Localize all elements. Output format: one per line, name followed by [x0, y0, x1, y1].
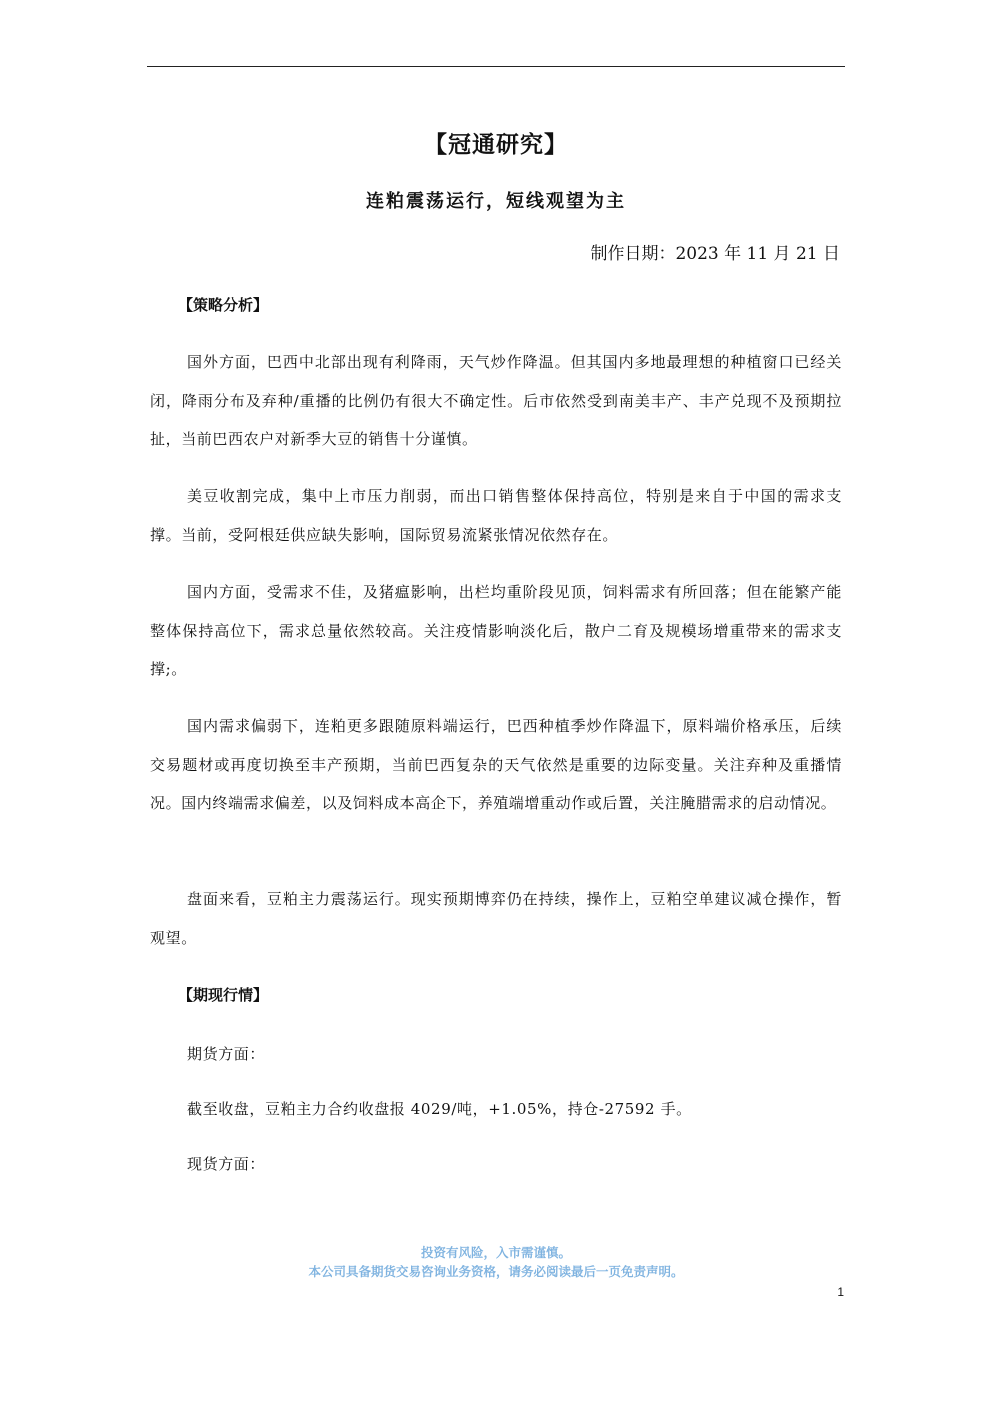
document-title: 连粕震荡运行，短线观望为主 — [366, 191, 626, 212]
risk-notice: 投资有风险，入市需谨慎。 — [420, 1245, 571, 1260]
spot-label: 现货方面： — [187, 1155, 266, 1173]
market-section-heading: 【期现行情】 — [178, 986, 269, 1004]
production-date: 制作日期：2023 年 11 月 21 日 — [590, 244, 840, 264]
futures-close-text: 截至收盘，豆粕主力合约收盘报 4029/吨，+1.05%，持仓-27592 手。 — [187, 1100, 692, 1118]
strategy-section-heading: 【策略分析】 — [178, 296, 269, 314]
footer-disclaimer — [0, 1243, 992, 1281]
paragraph-domestic-demand: 国内需求偏弱下，连粕更多跟随原料端运行，巴西种植季炒作降温下，原料端价格承压，后续交易题材或再度切换至丰产预期，当前巴西复杂的天气依然是重要的边际变量。关注弃种及重播情况。国内终端需求偏差，以及饲料成本高企下，养殖端增重动作或后置，关注腌腊需求的启动情况。 — [150, 717, 842, 812]
org-title: 【冠通研究】 — [424, 132, 568, 158]
qualification-notice: 本公司具备期货交易咨询业务资格，请务必阅读最后一页免责声明。 — [308, 1264, 684, 1279]
header-rule — [147, 66, 845, 67]
paragraph-us-soybean: 美豆收割完成，集中上市压力削弱，而出口销售整体保持高位，特别是来自于中国的需求支撑。当前，受阿根廷供应缺失影响，国际贸易流紧张情况依然存在。 — [150, 487, 842, 544]
paragraph-domestic: 国内方面，受需求不佳，及猪瘟影响，出栏均重阶段见顶，饲料需求有所回落；但在能繁产能整体保持高位下，需求总量依然较高。关注疫情影响淡化后，散户二育及规模场增重带来的需求支撑;。 — [150, 583, 842, 678]
futures-label: 期货方面： — [187, 1045, 266, 1063]
paragraph-overseas: 国外方面，巴西中北部出现有利降雨，天气炒作降温。但其国内多地最理想的种植窗口已经关闭，降雨分布及弃种/重播的比例仍有很大不确定性。后市依然受到南美丰产、丰产兑现不及预期拉扯，当前巴西农户对新季大豆的销售十分谨慎。 — [150, 353, 842, 448]
paragraph-market-view: 盘面来看，豆粕主力震荡运行。现实预期博弈仍在持续，操作上，豆粕空单建议减仓操作，暂观望。 — [150, 890, 842, 947]
page-number: 1 — [837, 1285, 844, 1299]
